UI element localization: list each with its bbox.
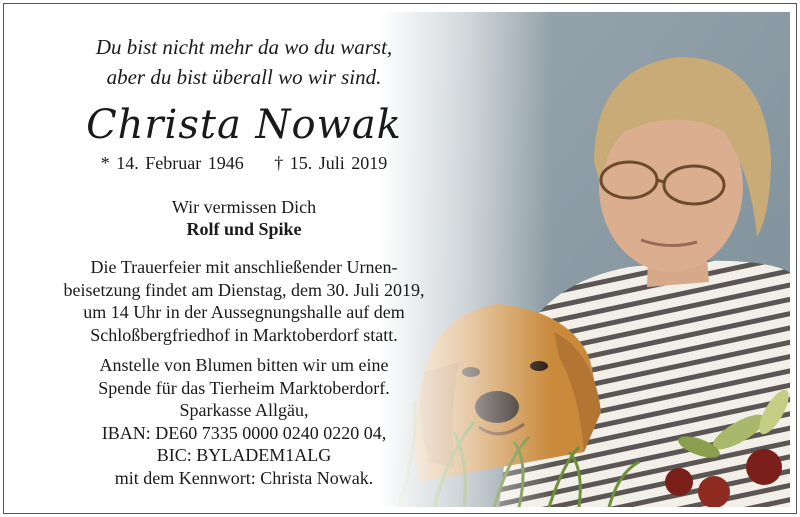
life-dates: [34, 153, 454, 174]
birth-date: * 14. Februar 1946: [100, 153, 244, 173]
verse-line-1: Du bist nicht mehr da wo du warst,: [95, 35, 393, 59]
deceased-name: Christa Nowak: [86, 102, 402, 148]
funeral-line: Schloßbergfriedhof in Marktoberdorf statt.: [90, 324, 398, 345]
mourners-intro: Wir vermissen Dich: [171, 197, 317, 217]
obituary-frame: [3, 3, 797, 514]
funeral-line: um 14 Uhr in der Aussegnungshalle auf dem: [83, 302, 405, 322]
bic: BIC: BYLADEM1ALG: [156, 445, 332, 465]
donation-line: Spende für das Tierheim Marktoberdorf.: [98, 377, 390, 398]
mourners-block: [34, 196, 454, 240]
funeral-line: Die Trauerfeier mit anschließender Urnen-: [90, 257, 398, 277]
donation-notice: [34, 354, 454, 489]
death-date: † 15. Juli 2019: [274, 153, 388, 173]
memorial-verse: [34, 32, 454, 92]
funeral-notice: [34, 256, 454, 346]
donation-line: Anstelle von Blumen bitten wir um eine: [99, 355, 389, 375]
verse-line-2: aber du bist überall wo wir sind.: [106, 65, 382, 89]
bank-name: Sparkasse Allgäu,: [179, 400, 309, 420]
mourners-names: Rolf und Spike: [186, 219, 302, 239]
donation-reference: mit dem Kennwort: Christa Nowak.: [114, 467, 374, 488]
iban: IBAN: DE60 7335 0000 0240 0220 04,: [101, 422, 387, 443]
funeral-line: beisetzung findet am Dienstag, dem 30. Juli 2019,: [63, 279, 425, 300]
